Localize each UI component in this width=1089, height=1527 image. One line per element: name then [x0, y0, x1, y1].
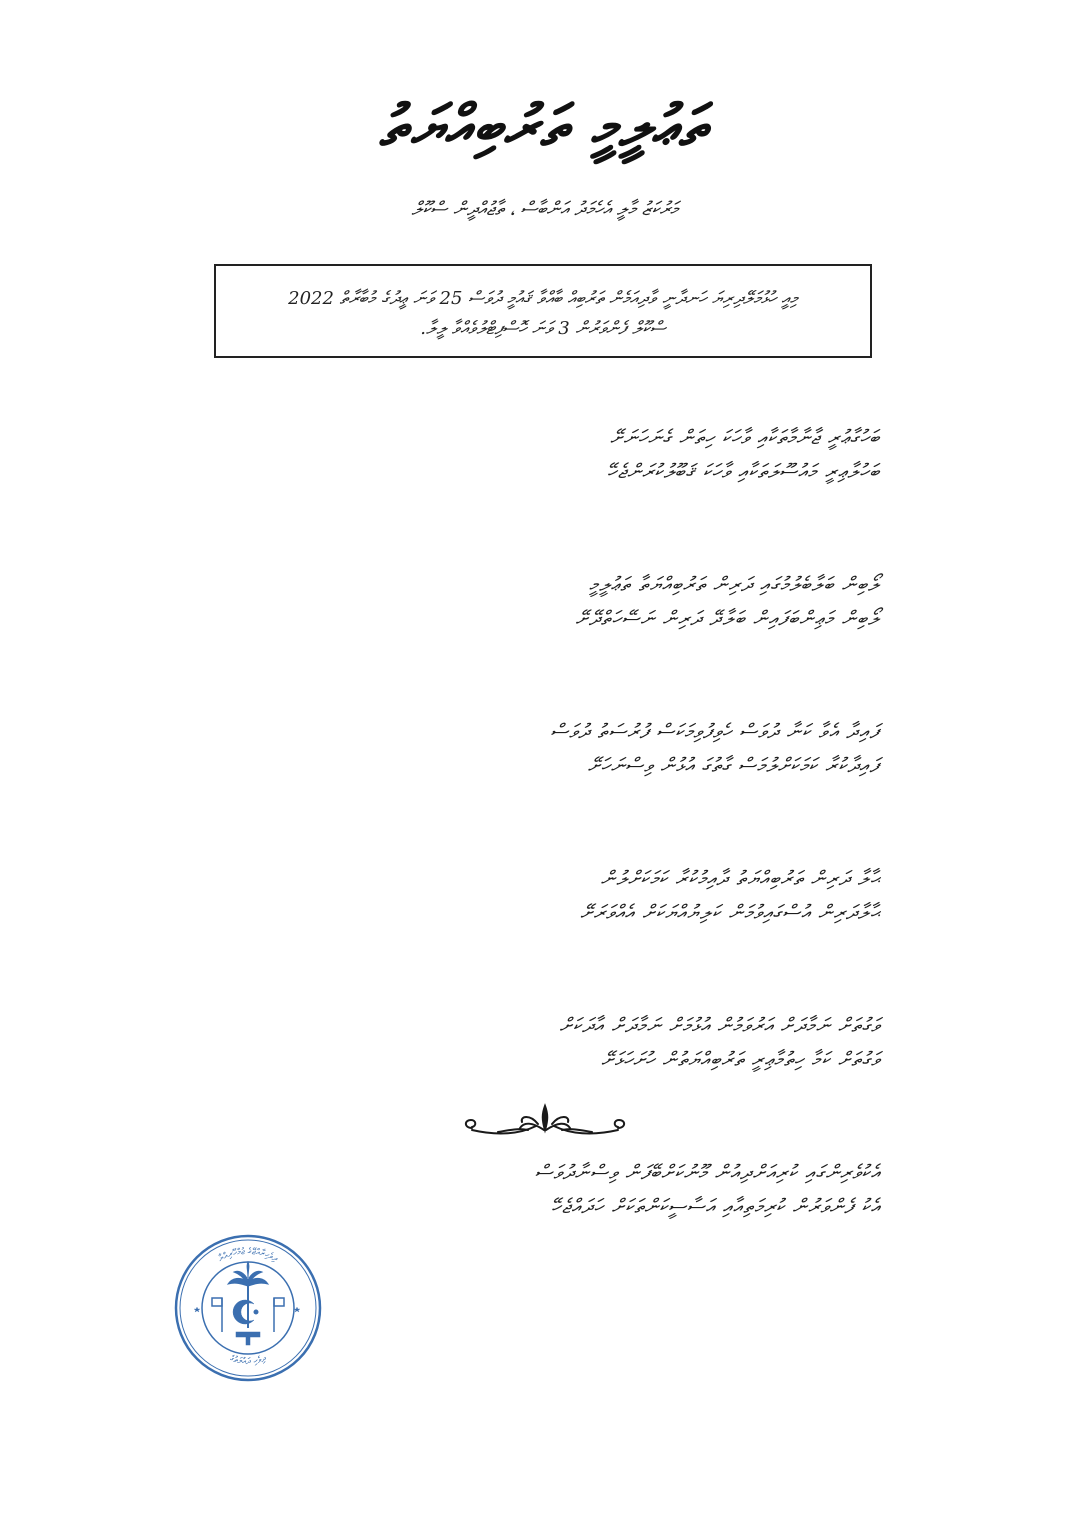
stanza [190, 861, 880, 1008]
notice-line-2: ސްކޫލް ފެންވަރުން 3 ވަނަ ހޮސްފިޓްލުވެއްވާ ލީލާ. [420, 318, 666, 339]
verse-line: ވަގުތަށް ނަމާދަށް އަރުވަމުން އުޅުމަށް ނަމާދަށް އާދަކަށް [559, 1013, 880, 1037]
verse-line: ލޯބިން މަޢިންބަފައިން ބަލާދޭ ދަރިން ނަސޭހަތްދޭށޭ [575, 606, 880, 630]
notice-box [214, 264, 872, 358]
seal-top-text: ދިވެހިރާއްޖޭގެ ޖުމްހޫރިއްޔާ [216, 1246, 280, 1265]
verse-line: ލޯބިން ބަލާބެލުމުގައި ދަރިން ތަރުބިއްޔަތާ ތަޢުލީމީ [589, 572, 880, 596]
stanza [190, 567, 880, 714]
verse-line: ފައިދާ އެވާ ކަނާ ދުވަސް ހެވިފުވިމަކަސް ފުރުސަތު ދުވަސް [550, 719, 880, 743]
verse-line: އެކުވެރިންގައި ކުރިއަށްދިއުން މޫނުކަށްބޭފަން ވިސްނާދުވަސް [534, 1160, 880, 1184]
verse-line: ވަގުތަށް ކަމާ ހިތުމާޢިރީ ތަރުބިއްޔަތުން ހުށަހަޅަށޭ [601, 1047, 880, 1071]
stanza [190, 420, 880, 567]
subtitle: މަރުކަޒު މާލީ އެހެމަދު އަންބާސް ، ތާޖުއްދީން ސްކޫލް [411, 198, 678, 220]
verse-line: އެކު ފެންވަރުން ކުރިމަތިއާއި އަސާސީކަންތަކަށް ހަދައްޖެހޭ [551, 1194, 880, 1218]
flourish-divider-icon [458, 1100, 632, 1146]
svg-text:ދިވެހި ދައުލަތުގެ [228, 1354, 268, 1367]
poem [190, 420, 880, 1302]
verse-line: ޙާލާދަރިން އުސްގައިވުމަން ކަލިޔުއްޔަކަށް އެއްވަރަށޭ [580, 900, 880, 924]
verse-line: ބަހުގާޢުރީ ޖާނާމާތަކާއި ވާހަކަ ހިތަން ގެނަހަނަށޭ [610, 425, 880, 449]
page-title: ތަޢުލީމީ ތަރުބިއްޔަތު [379, 92, 710, 160]
verse-line: ފައިދާކުރާ ކަމަކަށްލުމަސް ގާތުގަ އުޅުން ވިސްނަހަށޭ [587, 753, 880, 777]
verse-line: ބަހުލާޢިރީ މައުސޫލަތަކާއި ވާހަކަ ޤަބޫލުކުރަންޖެހޭ [607, 459, 880, 483]
notice-line-1: މިއީ ހުޅުމަލޭދިރިޔަ ހަނދާނީ ވާދިއަމެން ތަރުބިއް ބާއްވާ ޤައުމީ ދުވަސް 25 ވަނަ ޢީދުގެ މުބާރާތް 2022 [288, 288, 798, 309]
stanza [190, 714, 880, 861]
verse-line: ޙާލާ ދަރިން ތަރުބިއްޔަތު ދާއިމުކުރާ ކަމަކަށްލުން [600, 866, 880, 890]
seal-bottom-text: ދިވެހި ދައުލަތުގެ [228, 1353, 268, 1368]
official-seal-emblem [172, 1232, 324, 1384]
